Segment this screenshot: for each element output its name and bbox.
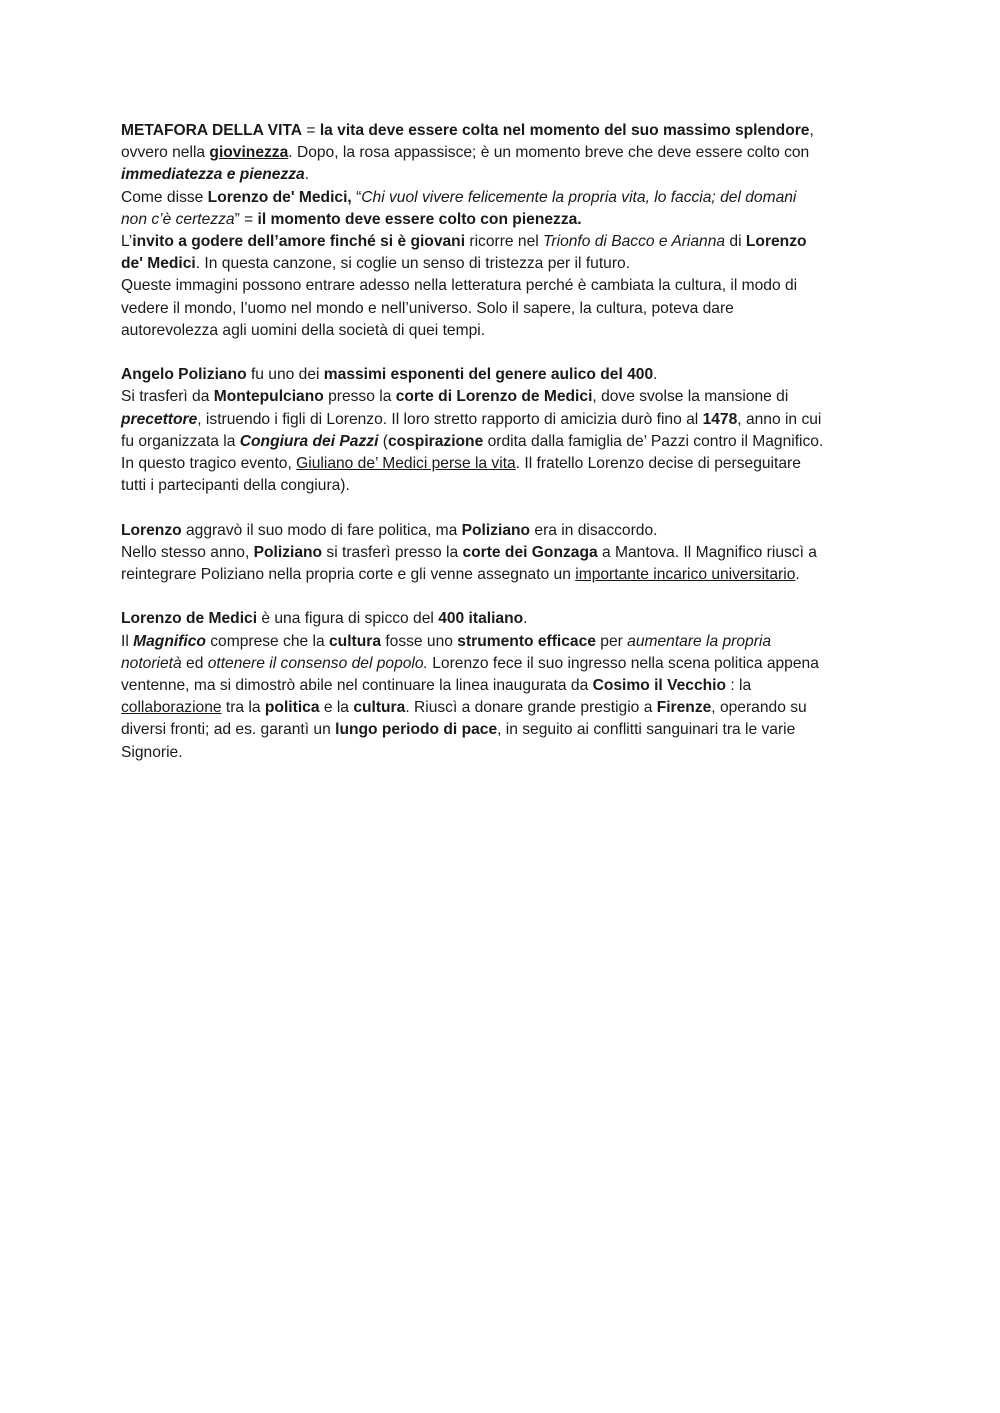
text-line bbox=[121, 320, 891, 342]
text-run: il momento deve essere colto con pienezza. bbox=[257, 210, 582, 228]
text-run: cultura bbox=[329, 632, 381, 650]
text-line bbox=[121, 608, 891, 630]
text-run: Montepulciano bbox=[213, 388, 324, 406]
text-line bbox=[121, 631, 891, 653]
text-line bbox=[121, 253, 891, 275]
text-run: tutti i partecipanti della congiura). bbox=[121, 477, 350, 495]
paragraph-lorenzo-politica bbox=[121, 520, 891, 587]
text-run: Lorenzo de Medici bbox=[121, 610, 258, 628]
text-run: ovvero nella bbox=[121, 144, 210, 162]
text-run: reintegrare Poliziano nella propria corte e gli venne assegnato un bbox=[121, 566, 576, 584]
text-run: Nello stesso anno, bbox=[121, 543, 254, 561]
text-run: de' Medici bbox=[121, 255, 196, 273]
text-run: , in seguito ai conflitti sanguinari tra le varie bbox=[497, 721, 796, 739]
text-run: autorevolezza agli uomini della società di quei tempi. bbox=[121, 321, 486, 339]
text-run: Si trasferì da bbox=[121, 388, 214, 406]
text-line bbox=[121, 719, 891, 741]
text-run: . Riuscì a donare grande prestigio a bbox=[405, 699, 657, 717]
text-line bbox=[121, 453, 891, 475]
text-line bbox=[121, 209, 891, 231]
text-run: ordita dalla famiglia de’ Pazzi contro il Magnifico. bbox=[483, 432, 824, 450]
text-line bbox=[121, 142, 891, 164]
text-run: giovinezza bbox=[209, 144, 289, 162]
text-run: politica bbox=[264, 699, 320, 717]
text-run: Lorenzo bbox=[745, 233, 807, 251]
text-run: = bbox=[302, 122, 320, 139]
text-run: Il bbox=[121, 632, 134, 650]
text-run: fosse uno bbox=[381, 632, 458, 650]
text-run: cultura bbox=[353, 699, 406, 717]
text-run: 400 italiano bbox=[438, 610, 524, 628]
text-run: collaborazione bbox=[121, 699, 222, 717]
text-line bbox=[121, 542, 891, 564]
text-run: . bbox=[523, 610, 528, 628]
text-run: lungo periodo di pace bbox=[335, 721, 498, 739]
text-run: , istruendo i figli di Lorenzo. Il loro stretto rapporto di amicizia durò fino al bbox=[197, 410, 703, 428]
text-run: ( bbox=[378, 432, 388, 450]
text-run: era in disaccordo. bbox=[530, 521, 658, 539]
text-run: . bbox=[304, 166, 310, 184]
text-run: comprese che la bbox=[205, 632, 329, 650]
text-run: , operando su bbox=[711, 699, 807, 717]
text-run: per bbox=[595, 632, 628, 650]
text-line bbox=[121, 187, 891, 209]
text-run: Magnifico bbox=[133, 632, 206, 650]
text-run: è una figura di spicco del bbox=[257, 610, 439, 628]
text-run: la vita deve essere colta nel momento del suo massimo splendore bbox=[319, 122, 810, 139]
text-line bbox=[121, 742, 891, 764]
text-run: “ bbox=[351, 188, 362, 206]
text-line bbox=[121, 520, 891, 542]
text-run: non c’è certezza bbox=[121, 210, 235, 228]
text-line bbox=[121, 409, 891, 431]
text-run: di bbox=[725, 233, 746, 251]
text-run: Congiura dei Pazzi bbox=[239, 432, 379, 450]
paragraph-angelo-poliziano bbox=[121, 364, 891, 497]
text-line bbox=[121, 653, 891, 675]
text-run: METAFORA DELLA VITA bbox=[121, 122, 303, 139]
text-run: invito a godere dell’amore finché si è giovani bbox=[132, 233, 466, 251]
text-run: aggravò il suo modo di fare politica, ma bbox=[181, 521, 462, 539]
text-run: In questo tragico evento, bbox=[121, 455, 297, 473]
text-run: Lorenzo de' Medici, bbox=[207, 188, 352, 206]
text-run: . In questa canzone, si coglie un senso di tristezza per il futuro. bbox=[195, 255, 631, 273]
text-line bbox=[121, 275, 891, 297]
text-run: corte dei Gonzaga bbox=[462, 543, 598, 561]
text-run: Poliziano bbox=[253, 543, 323, 561]
text-line bbox=[121, 231, 891, 253]
text-run: cospirazione bbox=[387, 432, 484, 450]
text-run: : la bbox=[726, 677, 752, 695]
text-run: ventenne, ma si dimostrò abile nel continuare la linea inaugurata da bbox=[121, 677, 593, 695]
text-line bbox=[121, 298, 891, 320]
text-run: strumento efficace bbox=[457, 632, 596, 650]
text-run: . Il fratello Lorenzo decise di perseguitare bbox=[515, 455, 801, 473]
text-run: precettore bbox=[121, 410, 198, 428]
document-page bbox=[121, 120, 891, 786]
text-line bbox=[121, 386, 891, 408]
text-run: . bbox=[795, 566, 800, 584]
text-run: ” = bbox=[234, 210, 258, 228]
text-run: ed bbox=[181, 654, 208, 672]
text-run: Poliziano bbox=[461, 521, 531, 539]
text-run: , dove svolse la mansione di bbox=[592, 388, 789, 406]
text-run: vedere il mondo, l’uomo nel mondo e nell’universo. Solo il sapere, la cultura, poteva dare bbox=[121, 299, 734, 317]
text-run: Queste immagini possono entrare adesso nella letteratura perché è cambiata la cultura, il modo di bbox=[121, 277, 798, 295]
text-run: si trasferì presso la bbox=[322, 543, 463, 561]
text-run: ottenere il consenso del popolo. bbox=[207, 654, 428, 672]
text-run: fu organizzata la bbox=[121, 432, 240, 450]
text-run: massimi esponenti del genere aulico del 400 bbox=[323, 366, 654, 384]
text-run: Angelo Poliziano bbox=[121, 366, 247, 384]
text-run: corte di Lorenzo de Medici bbox=[395, 388, 593, 406]
text-line bbox=[121, 675, 891, 697]
text-line bbox=[121, 120, 891, 142]
text-line bbox=[121, 475, 891, 497]
text-run: Lorenzo fece il suo ingresso nella scena politica appena bbox=[427, 654, 819, 672]
text-line bbox=[121, 164, 891, 186]
text-run: importante incarico universitario bbox=[575, 566, 796, 584]
text-line bbox=[121, 364, 891, 386]
text-run: Lorenzo bbox=[121, 521, 182, 539]
text-run: ricorre nel bbox=[465, 233, 544, 251]
paragraph-lorenzo-de-medici bbox=[121, 608, 891, 763]
text-run: Come disse bbox=[121, 188, 208, 206]
text-run: Cosimo il Vecchio bbox=[592, 677, 727, 695]
text-run: . bbox=[653, 366, 658, 384]
text-run: Trionfo di Bacco e Arianna bbox=[543, 233, 726, 251]
text-run: 1478 bbox=[702, 410, 738, 428]
text-run: tra la bbox=[221, 699, 265, 717]
text-run: a Mantova. Il Magnifico riuscì a bbox=[597, 543, 817, 561]
text-run: fu uno dei bbox=[246, 366, 324, 384]
text-run: aumentare la propria bbox=[627, 632, 772, 650]
text-run: presso la bbox=[323, 388, 396, 406]
text-run: diversi fronti; ad es. garantì un bbox=[121, 721, 336, 739]
text-run: L’ bbox=[121, 233, 133, 251]
text-run: immediatezza e pienezza bbox=[121, 166, 305, 184]
text-run: , anno in cui bbox=[737, 410, 822, 428]
text-line bbox=[121, 564, 891, 586]
paragraph-metafora-della-vita bbox=[121, 120, 891, 342]
text-run: Signorie. bbox=[121, 743, 183, 761]
text-run: Giuliano de’ Medici perse la vita bbox=[296, 455, 516, 473]
text-run: e la bbox=[319, 699, 354, 717]
text-run: Chi vuol vivere felicemente la propria vita, lo faccia; del domani bbox=[361, 188, 797, 206]
text-run: , bbox=[809, 122, 814, 139]
text-line bbox=[121, 431, 891, 453]
text-line bbox=[121, 697, 891, 719]
text-run: notorietà bbox=[121, 654, 182, 672]
text-run: . Dopo, la rosa appassisce; è un momento breve che deve essere colto con bbox=[288, 144, 810, 162]
text-run: Firenze bbox=[656, 699, 712, 717]
